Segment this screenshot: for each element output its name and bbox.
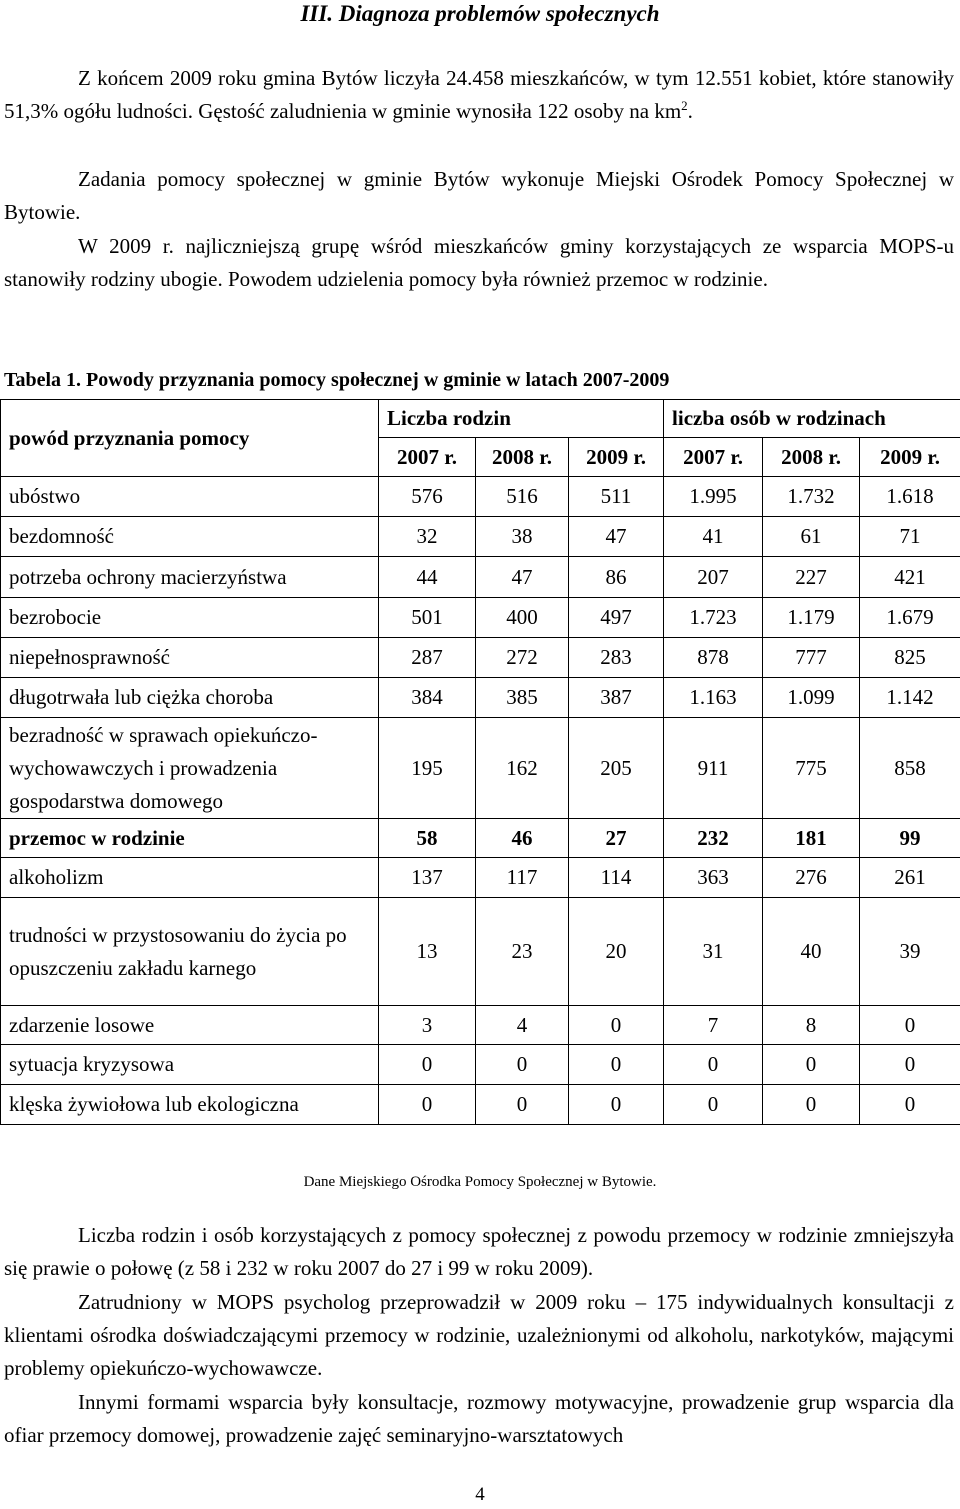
- table-cell: 31: [664, 898, 763, 1006]
- table-cell: 777: [763, 638, 860, 678]
- outro-paragraph-2: [4, 1286, 954, 1385]
- table-cell: 32: [379, 517, 476, 557]
- table-cell: 47: [569, 517, 664, 557]
- table-cell: 3: [379, 1006, 476, 1045]
- table-row: [1, 898, 960, 1006]
- intro-paragraph-1: [4, 62, 954, 128]
- table-row: [1, 557, 960, 598]
- table-cell: 114: [569, 858, 664, 898]
- header-families: Liczba rodzin: [379, 400, 664, 438]
- table-row: [1, 819, 960, 858]
- table-cell: 0: [664, 1085, 763, 1125]
- table-cell: 13: [379, 898, 476, 1006]
- table-cell: 207: [664, 557, 763, 598]
- superscript: 2: [681, 98, 688, 113]
- aid-reasons-table: [0, 399, 960, 1125]
- table-cell: 516: [476, 477, 569, 517]
- intro-paragraph-3-text: W 2009 r. najliczniejszą grupę wśród mieszkańców gminy korzystających ze wsparcia MOPS-u stanowiły rodziny ubogie. Powodem udzielenia pomocy była również przemoc w rodzinie.: [4, 234, 954, 291]
- table-cell: 0: [569, 1045, 664, 1085]
- table-cell: 0: [860, 1006, 960, 1045]
- intro-paragraph-3: [4, 230, 954, 296]
- year-header: 2009 r.: [860, 438, 960, 477]
- table-cell: 40: [763, 898, 860, 1006]
- outro-paragraph-1: [4, 1219, 954, 1285]
- table-cell: 363: [664, 858, 763, 898]
- table-cell: 858: [860, 718, 960, 819]
- year-header: 2008 r.: [763, 438, 860, 477]
- table-cell: 911: [664, 718, 763, 819]
- row-label: sytuacja kryzysowa: [1, 1045, 379, 1085]
- table-cell: 61: [763, 517, 860, 557]
- table-cell: 47: [476, 557, 569, 598]
- table-row: [1, 1085, 960, 1125]
- table-cell: 1.179: [763, 598, 860, 638]
- table-cell: 8: [763, 1006, 860, 1045]
- year-header: 2008 r.: [476, 438, 569, 477]
- table-row: [1, 1006, 960, 1045]
- table-cell: 825: [860, 638, 960, 678]
- intro-paragraph-2-text: Zadania pomocy społecznej w gminie Bytów wykonuje Miejski Ośrodek Pomocy Społecznej w Bytowie.: [4, 167, 954, 224]
- year-header: 2007 r.: [664, 438, 763, 477]
- table-cell: 86: [569, 557, 664, 598]
- table-cell: 38: [476, 517, 569, 557]
- table-cell: 181: [763, 819, 860, 858]
- table-cell: 1.099: [763, 678, 860, 718]
- table-cell: 27: [569, 819, 664, 858]
- row-label: klęska żywiołowa lub ekologiczna: [1, 1085, 379, 1125]
- table-cell: 0: [379, 1085, 476, 1125]
- table-cell: 384: [379, 678, 476, 718]
- table-row: [1, 638, 960, 678]
- table-cell: 137: [379, 858, 476, 898]
- table-cell: 58: [379, 819, 476, 858]
- table-cell: 162: [476, 718, 569, 819]
- table-cell: 775: [763, 718, 860, 819]
- row-label: bezdomność: [1, 517, 379, 557]
- table-cell: 0: [664, 1045, 763, 1085]
- table-cell: 387: [569, 678, 664, 718]
- table-source-note: Dane Miejskiego Ośrodka Pomocy Społecznej w Bytowie.: [303, 1174, 657, 1190]
- outro-paragraph-3: [4, 1386, 954, 1452]
- page-number: 4: [475, 1484, 485, 1505]
- table-cell: 7: [664, 1006, 763, 1045]
- table-cell: 227: [763, 557, 860, 598]
- outro-paragraph-1-text: Liczba rodzin i osób korzystających z pomocy społecznej z powodu przemocy w rodzinie zmniejszyła się prawie o połowę (z 58 i 232 w roku 2007 do 27 i 99 w roku 2009).: [4, 1223, 954, 1280]
- row-label: potrzeba ochrony macierzyństwa: [1, 557, 379, 598]
- table-cell: 272: [476, 638, 569, 678]
- table-cell: 511: [569, 477, 664, 517]
- year-header: 2009 r.: [569, 438, 664, 477]
- row-label: długotrwała lub ciężka choroba: [1, 678, 379, 718]
- table-row: [1, 678, 960, 718]
- table-cell: 99: [860, 819, 960, 858]
- intro-paragraph-2: [4, 163, 954, 229]
- table-cell: 1.142: [860, 678, 960, 718]
- table-cell: 400: [476, 598, 569, 638]
- table-caption: Tabela 1. Powody przyznania pomocy społecznej w gminie w latach 2007-2009: [4, 369, 670, 391]
- table-cell: 576: [379, 477, 476, 517]
- outro-paragraph-2-text: Zatrudniony w MOPS psycholog przeprowadził w 2009 roku – 175 indywidualnych konsultacji z klientami ośrodka doświadczającymi przemocy w rodzinie, uzależnionymi od alkoholu, narkotyków, mającymi problemy opiekuńczo-wychowawcze.: [4, 1290, 954, 1380]
- table-row: [1, 858, 960, 898]
- table-cell: 421: [860, 557, 960, 598]
- intro-paragraph-1-end: .: [687, 99, 693, 123]
- table-cell: 1.995: [664, 477, 763, 517]
- table-cell: 0: [569, 1006, 664, 1045]
- table-cell: 501: [379, 598, 476, 638]
- table-cell: 4: [476, 1006, 569, 1045]
- table-cell: 276: [763, 858, 860, 898]
- section-heading: III. Diagnoza problemów społecznych: [300, 1, 660, 26]
- table-cell: 39: [860, 898, 960, 1006]
- row-label: zdarzenie losowe: [1, 1006, 379, 1045]
- row-label: alkoholizm: [1, 858, 379, 898]
- table-cell: 23: [476, 898, 569, 1006]
- table-cell: 1.723: [664, 598, 763, 638]
- table-cell: 205: [569, 718, 664, 819]
- table-cell: 44: [379, 557, 476, 598]
- table-row: [1, 477, 960, 517]
- row-label: bezradność w sprawach opiekuńczo-wychowawczych i prowadzenia gospodarstwa domowego: [1, 718, 379, 819]
- header-reason: powód przyznania pomocy: [1, 400, 379, 477]
- table-cell: 1.732: [763, 477, 860, 517]
- row-label: trudności w przystosowaniu do życia po opuszczeniu zakładu karnego: [1, 898, 379, 1006]
- intro-paragraph-1-text: Z końcem 2009 roku gmina Bytów liczyła 24.458 mieszkańców, w tym 12.551 kobiet, które stanowiły 51,3% ogółu ludności. Gęstość zaludnienia w gminie wynosiła 122 osoby na km: [4, 66, 954, 123]
- row-label: bezrobocie: [1, 598, 379, 638]
- table-cell: 0: [763, 1045, 860, 1085]
- table-cell: 41: [664, 517, 763, 557]
- table-cell: 71: [860, 517, 960, 557]
- table-cell: 261: [860, 858, 960, 898]
- row-label: niepełnosprawność: [1, 638, 379, 678]
- table-cell: 46: [476, 819, 569, 858]
- table-cell: 0: [379, 1045, 476, 1085]
- table-cell: 20: [569, 898, 664, 1006]
- row-label: przemoc w rodzinie: [1, 819, 379, 858]
- table-row: [1, 1045, 960, 1085]
- table-cell: 0: [476, 1045, 569, 1085]
- table-cell: 232: [664, 819, 763, 858]
- table-cell: 195: [379, 718, 476, 819]
- table-cell: 0: [763, 1085, 860, 1125]
- table-cell: 385: [476, 678, 569, 718]
- table-cell: 1.163: [664, 678, 763, 718]
- table-cell: 0: [569, 1085, 664, 1125]
- header-persons: liczba osób w rodzinach: [664, 400, 960, 438]
- table-cell: 1.679: [860, 598, 960, 638]
- table-row: [1, 517, 960, 557]
- outro-paragraph-3-text: Innymi formami wsparcia były konsultacje, rozmowy motywacyjne, prowadzenie grup wsparcia dla ofiar przemocy domowej, prowadzenie zajęć seminaryjno-warsztatowych: [4, 1390, 954, 1447]
- table-cell: 287: [379, 638, 476, 678]
- table-cell: 0: [860, 1085, 960, 1125]
- table-cell: 1.618: [860, 477, 960, 517]
- table-body: [1, 477, 960, 1125]
- table-row: [1, 718, 960, 819]
- year-header: 2007 r.: [379, 438, 476, 477]
- row-label: ubóstwo: [1, 477, 379, 517]
- table-cell: 497: [569, 598, 664, 638]
- table-cell: 117: [476, 858, 569, 898]
- table-cell: 283: [569, 638, 664, 678]
- table-cell: 0: [860, 1045, 960, 1085]
- table-cell: 878: [664, 638, 763, 678]
- table-cell: 0: [476, 1085, 569, 1125]
- table-row: [1, 598, 960, 638]
